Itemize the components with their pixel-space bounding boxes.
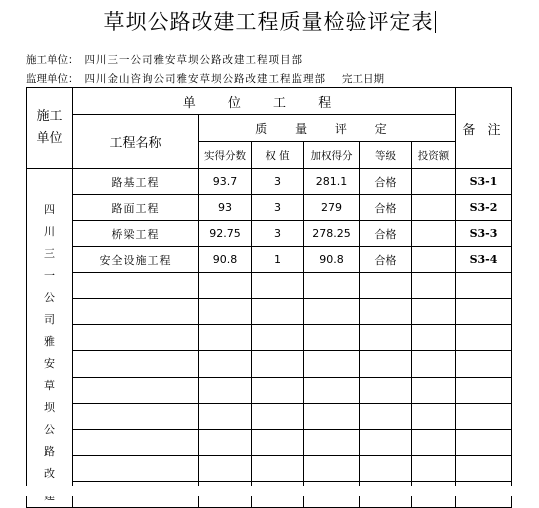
header-remarks: 备 注: [456, 88, 512, 169]
empty-cell: [199, 325, 252, 351]
empty-cell: [304, 377, 360, 403]
empty-cell: [360, 377, 412, 403]
header-investment: 投资额: [412, 142, 456, 169]
construction-unit-label: 施工单位：: [26, 54, 79, 66]
empty-cell: [199, 351, 252, 377]
row-weight: 1: [252, 247, 304, 273]
empty-cell: [412, 351, 456, 377]
row-actual-score: 92.75: [199, 221, 252, 247]
unit-vertical-char: 改: [44, 467, 55, 480]
page-bottom-edge: [0, 486, 539, 496]
header-project-name: 工程名称: [73, 115, 199, 169]
row-investment: [412, 195, 456, 221]
row-grade: 合格: [360, 169, 412, 195]
empty-cell: [456, 455, 512, 481]
row-remark-code: S3-1: [456, 169, 512, 195]
empty-cell: [73, 299, 199, 325]
empty-cell: [412, 429, 456, 455]
row-weight: 3: [252, 195, 304, 221]
row-actual-score: 90.8: [199, 247, 252, 273]
header-construction-unit-line2: 单位: [36, 131, 63, 146]
header-actual-score: 实得分数: [199, 142, 252, 169]
row-project-name: 路基工程: [73, 169, 199, 195]
empty-cell: [252, 325, 304, 351]
empty-cell: [456, 351, 512, 377]
row-investment: [412, 169, 456, 195]
empty-cell: [412, 403, 456, 429]
supervision-unit-value: 四川金山咨询公司雅安草坝公路改建工程监理部: [84, 73, 326, 85]
empty-cell: [199, 273, 252, 299]
header-construction-unit: [27, 88, 73, 169]
row-remark-code: S3-3: [456, 221, 512, 247]
row-weighted-score: 90.8: [304, 247, 360, 273]
empty-cell: [73, 403, 199, 429]
unit-vertical-char: 四: [44, 203, 55, 216]
unit-vertical-char: 川: [44, 225, 55, 238]
row-actual-score: 93: [199, 195, 252, 221]
empty-cell: [304, 299, 360, 325]
row-weighted-score: 279: [304, 195, 360, 221]
header-quality-evaluation: 质 量 评 定: [199, 115, 456, 142]
empty-cell: [304, 351, 360, 377]
unit-vertical-char: 公: [44, 423, 55, 436]
unit-vertical-char: 安: [44, 357, 55, 370]
empty-cell: [412, 377, 456, 403]
row-project-name: 安全设施工程: [73, 247, 199, 273]
unit-vertical-char: 三: [44, 247, 55, 260]
supervision-unit-line: [26, 71, 384, 86]
empty-cell: [199, 299, 252, 325]
empty-cell: [252, 377, 304, 403]
construction-unit-value: 四川三一公司雅安草坝公路改建工程项目部: [84, 54, 303, 66]
empty-cell: [360, 351, 412, 377]
empty-cell: [304, 273, 360, 299]
unit-vertical-char: 坝: [44, 401, 55, 414]
empty-cell: [199, 429, 252, 455]
empty-cell: [360, 403, 412, 429]
row-grade: 合格: [360, 221, 412, 247]
header-unit-project: 单 位 工 程: [73, 88, 456, 115]
empty-cell: [73, 429, 199, 455]
empty-cell: [73, 273, 199, 299]
empty-cell: [73, 325, 199, 351]
row-project-name: 路面工程: [73, 195, 199, 221]
row-weight: 3: [252, 169, 304, 195]
empty-cell: [456, 403, 512, 429]
header-weighted-score: 加权得分: [304, 142, 360, 169]
row-remark-code: S3-4: [456, 247, 512, 273]
header-weight: 权 值: [252, 142, 304, 169]
empty-cell: [304, 429, 360, 455]
empty-cell: [73, 455, 199, 481]
evaluation-table: [26, 87, 512, 508]
empty-cell: [73, 351, 199, 377]
empty-cell: [73, 377, 199, 403]
empty-cell: [456, 325, 512, 351]
row-grade: 合格: [360, 247, 412, 273]
empty-cell: [252, 351, 304, 377]
row-investment: [412, 247, 456, 273]
header-construction-unit-line1: 施工: [36, 109, 63, 124]
empty-cell: [412, 273, 456, 299]
empty-cell: [252, 403, 304, 429]
empty-cell: [412, 455, 456, 481]
empty-cell: [456, 273, 512, 299]
empty-cell: [304, 403, 360, 429]
unit-vertical-char: 雅: [44, 335, 55, 348]
text-cursor: [435, 11, 436, 33]
empty-cell: [360, 273, 412, 299]
row-weight: 3: [252, 221, 304, 247]
header-grade: 等级: [360, 142, 412, 169]
empty-cell: [252, 299, 304, 325]
supervision-unit-label: 监理单位：: [26, 73, 79, 85]
empty-cell: [199, 377, 252, 403]
empty-cell: [412, 325, 456, 351]
unit-vertical-char: 司: [44, 313, 55, 326]
unit-vertical-char: 草: [44, 379, 55, 392]
empty-cell: [360, 455, 412, 481]
empty-cell: [360, 299, 412, 325]
empty-cell: [304, 455, 360, 481]
row-investment: [412, 221, 456, 247]
empty-cell: [412, 299, 456, 325]
construction-unit-vertical: [27, 169, 73, 508]
empty-cell: [360, 325, 412, 351]
unit-vertical-char: 路: [44, 445, 55, 458]
row-weighted-score: 278.25: [304, 221, 360, 247]
unit-vertical-char: 公: [44, 291, 55, 304]
row-remark-code: S3-2: [456, 195, 512, 221]
row-weighted-score: 281.1: [304, 169, 360, 195]
empty-cell: [252, 455, 304, 481]
empty-cell: [252, 273, 304, 299]
construction-unit-line: [26, 52, 303, 67]
page-title: 草坝公路改建工程质量检验评定表: [103, 10, 434, 34]
empty-cell: [456, 299, 512, 325]
empty-cell: [252, 429, 304, 455]
empty-cell: [360, 429, 412, 455]
empty-cell: [199, 403, 252, 429]
row-actual-score: 93.7: [199, 169, 252, 195]
empty-cell: [456, 377, 512, 403]
empty-cell: [456, 429, 512, 455]
row-grade: 合格: [360, 195, 412, 221]
empty-cell: [199, 455, 252, 481]
row-project-name: 桥梁工程: [73, 221, 199, 247]
empty-cell: [304, 325, 360, 351]
completion-date-label: 完工日期: [342, 73, 384, 85]
unit-vertical-char: 一: [44, 269, 55, 282]
